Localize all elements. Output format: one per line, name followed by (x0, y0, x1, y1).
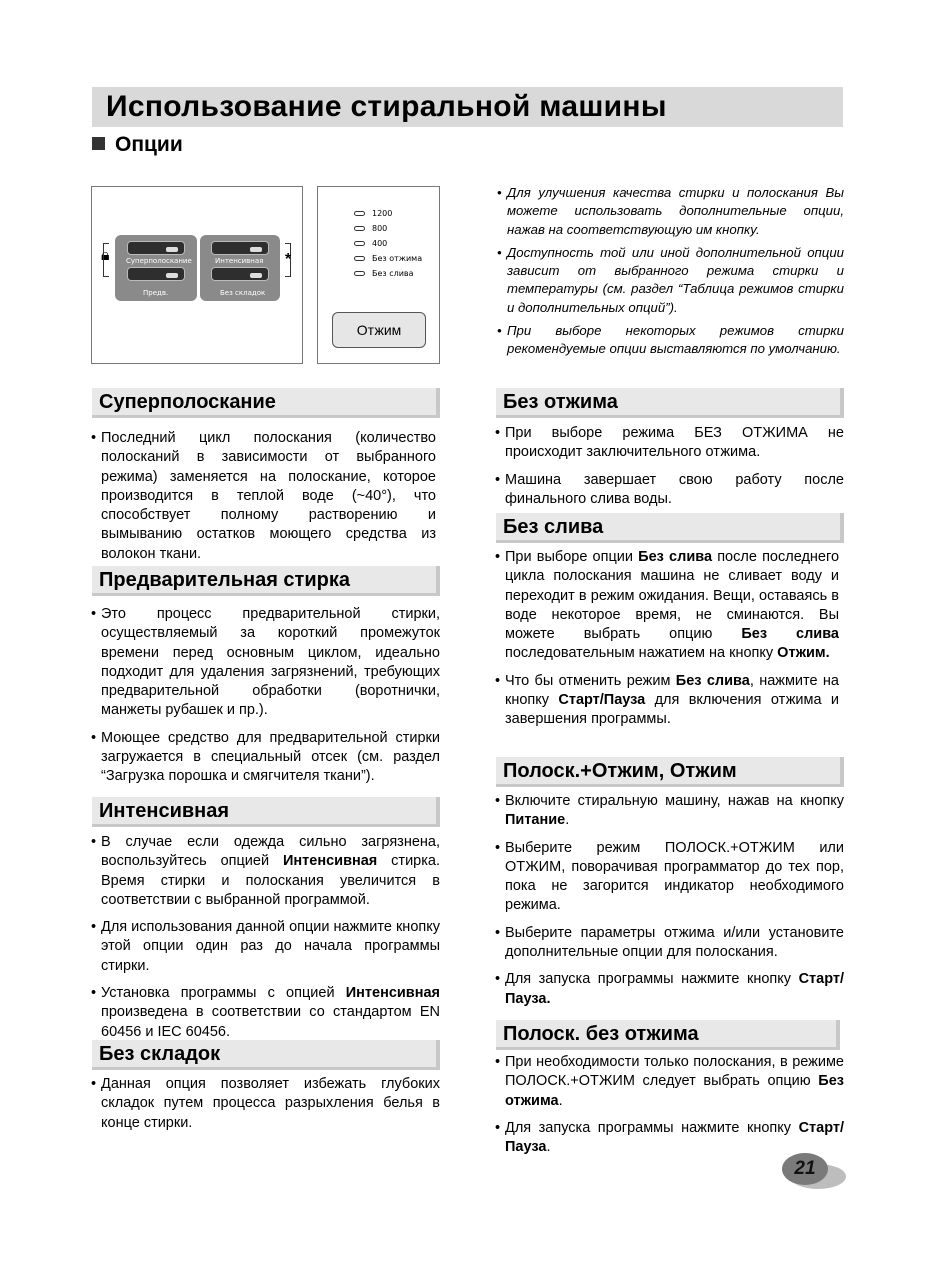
list-item: • Данная опция позволяет избежать глубоких складок путем процесса разрыхления белья в конце стирки. (91, 1075, 440, 1133)
spin-panel-illustration (317, 186, 440, 364)
list-item: • Установка программы с опцией Интенсивная произведена в соответствии со стандартом EN 60456 и IEC 60456. (91, 984, 440, 1042)
list-item: • При выборе опции Без слива после последнего цикла полоскания машина не сливает воду и переходит в режим ожидания. Вещи, оставаясь в воде некоторое время, не сминаются. Вы можете выбрать опцию Без слива последовательным нажатием на кнопку Отжим. (495, 548, 839, 664)
heading-rinse-no-spin: Полоск. без отжима (496, 1020, 840, 1050)
section-subtitle (92, 131, 183, 159)
list-item: • В случае если одежда сильно загрязнена, воспользуйтесь опцией Интенсивная стирка. Время стирки и полоскания увеличится в соответствии с выбранной программой. (91, 833, 440, 910)
rinse-no-spin-text (495, 1053, 844, 1165)
heading-no-crease: Без складок (92, 1040, 440, 1070)
button-group-left (115, 235, 197, 301)
prewash-text (91, 605, 440, 795)
spin-level-label: Без отжима (372, 254, 423, 263)
list-item: • Включите стиральную машину, нажав на кнопку Питание. (495, 792, 844, 831)
list-item: • Для использования данной опции нажмите кнопку этой опции один раз до начала программы стирки. (91, 918, 440, 976)
list-item: • Для запуска программы нажмите кнопку Старт/Пауза. (495, 970, 844, 1009)
spin-level-label: 1200 (372, 209, 393, 218)
intro-item: • При выборе некоторых режимов стирки рекомендуемые опции выставляются по умолчанию. (497, 322, 844, 359)
intro-item: • Доступность той или иной дополнительной опции зависит от выбранного режима стирки и температуры (см. раздел “Таблица режимов стирки и дополнительных опций”). (497, 244, 844, 317)
heading-no-drain: Без слива (496, 513, 844, 543)
led-indicator-icon (354, 241, 365, 246)
spin-level-label: 400 (372, 239, 388, 248)
square-bullet-icon (92, 137, 105, 150)
list-item: • Последний цикл полоскания (количество полосканий в зависимости от выбранного режима) заменяется на полоскание, которое производится в теплой воде (~40°), что способствует полному растворению и вымыванию остатков моющего средства из волокон ткани. (91, 429, 436, 564)
bracket-left-icon (103, 243, 109, 277)
led-indicator-icon (354, 226, 365, 231)
no-drain-text (495, 548, 839, 738)
super-rinse-button[interactable] (127, 241, 185, 255)
intensive-label: Интенсивная (215, 257, 264, 265)
child-lock-icon: 🔒︎ (101, 247, 110, 264)
spin-button[interactable]: Отжим (332, 312, 426, 348)
intro-item: • Для улучшения качества стирки и полоскания Вы можете использовать дополнительные опции, нажав на соответствующую им кнопку. (497, 184, 844, 239)
spin-level-label: 800 (372, 224, 388, 233)
led-indicator-icon (354, 256, 365, 261)
intro-list (497, 184, 844, 367)
page-title: Использование стиральной машины (92, 87, 843, 127)
no-crease-label: Без складок (220, 289, 266, 297)
button-group-right (200, 235, 280, 301)
no-crease-button[interactable] (211, 267, 269, 281)
heading-intensive: Интенсивная (92, 797, 440, 827)
list-item: • При необходимости только полоскания, в режиме ПОЛОСК.+ОТЖИМ следует выбрать опцию Без отжима. (495, 1053, 844, 1111)
option-buttons-illustration (91, 186, 303, 364)
list-item: • Выберите режим ПОЛОСК.+ОТЖИМ или ОТЖИМ, поворачивая программатор до тех пор, пока не загорится индикатор необходимого режима. (495, 839, 844, 916)
heading-no-spin: Без отжима (496, 388, 844, 418)
no-spin-text (495, 424, 844, 517)
list-item: • Моющее средство для предварительной стирки загружается в специальный отсек (см. раздел “Загрузка порошка и смягчителя ткани”). (91, 729, 440, 787)
prewash-button[interactable] (127, 267, 185, 281)
led-indicator-icon (354, 271, 365, 276)
led-indicator-icon (354, 211, 365, 216)
list-item: • Машина завершает свою работу после финального слива воды. (495, 471, 844, 510)
no-crease-text (91, 1075, 440, 1141)
list-item: • Выберите параметры отжима и/или установите дополнительные опции для полоскания. (495, 924, 844, 963)
prewash-label: Предв. (143, 289, 169, 297)
subtitle-text: Опции (115, 133, 183, 156)
rinse-spin-text (495, 792, 844, 1017)
list-item: • Это процесс предварительной стирки, осуществляемый за короткий промежуток времени перед основным циклом, идеально подходит для удаления загрязнений, требующих предварительной обработки (воротнички, манжеты рубашек и пр.). (91, 605, 440, 721)
list-item: • Для запуска программы нажмите кнопку Старт/Пауза. (495, 1119, 844, 1158)
page-number: 21 (782, 1153, 828, 1185)
intensive-text (91, 833, 440, 1050)
heading-prewash: Предварительная стирка (92, 566, 440, 596)
list-item: • При выборе режима БЕЗ ОТЖИМА не происходит заключительного отжима. (495, 424, 844, 463)
heading-rinse-spin: Полоск.+Отжим, Отжим (496, 757, 844, 787)
heading-super-rinse: Суперполоскание (92, 388, 440, 418)
super-rinse-text (91, 429, 436, 572)
spin-level-label: Без слива (372, 269, 414, 278)
intensive-button[interactable] (211, 241, 269, 255)
super-rinse-label: Суперполоскание (126, 257, 192, 265)
list-item: • Что бы отменить режим Без слива, нажмите на кнопку Старт/Пауза для включения отжима и завершения программы. (495, 672, 839, 730)
star-label: * (285, 251, 292, 268)
